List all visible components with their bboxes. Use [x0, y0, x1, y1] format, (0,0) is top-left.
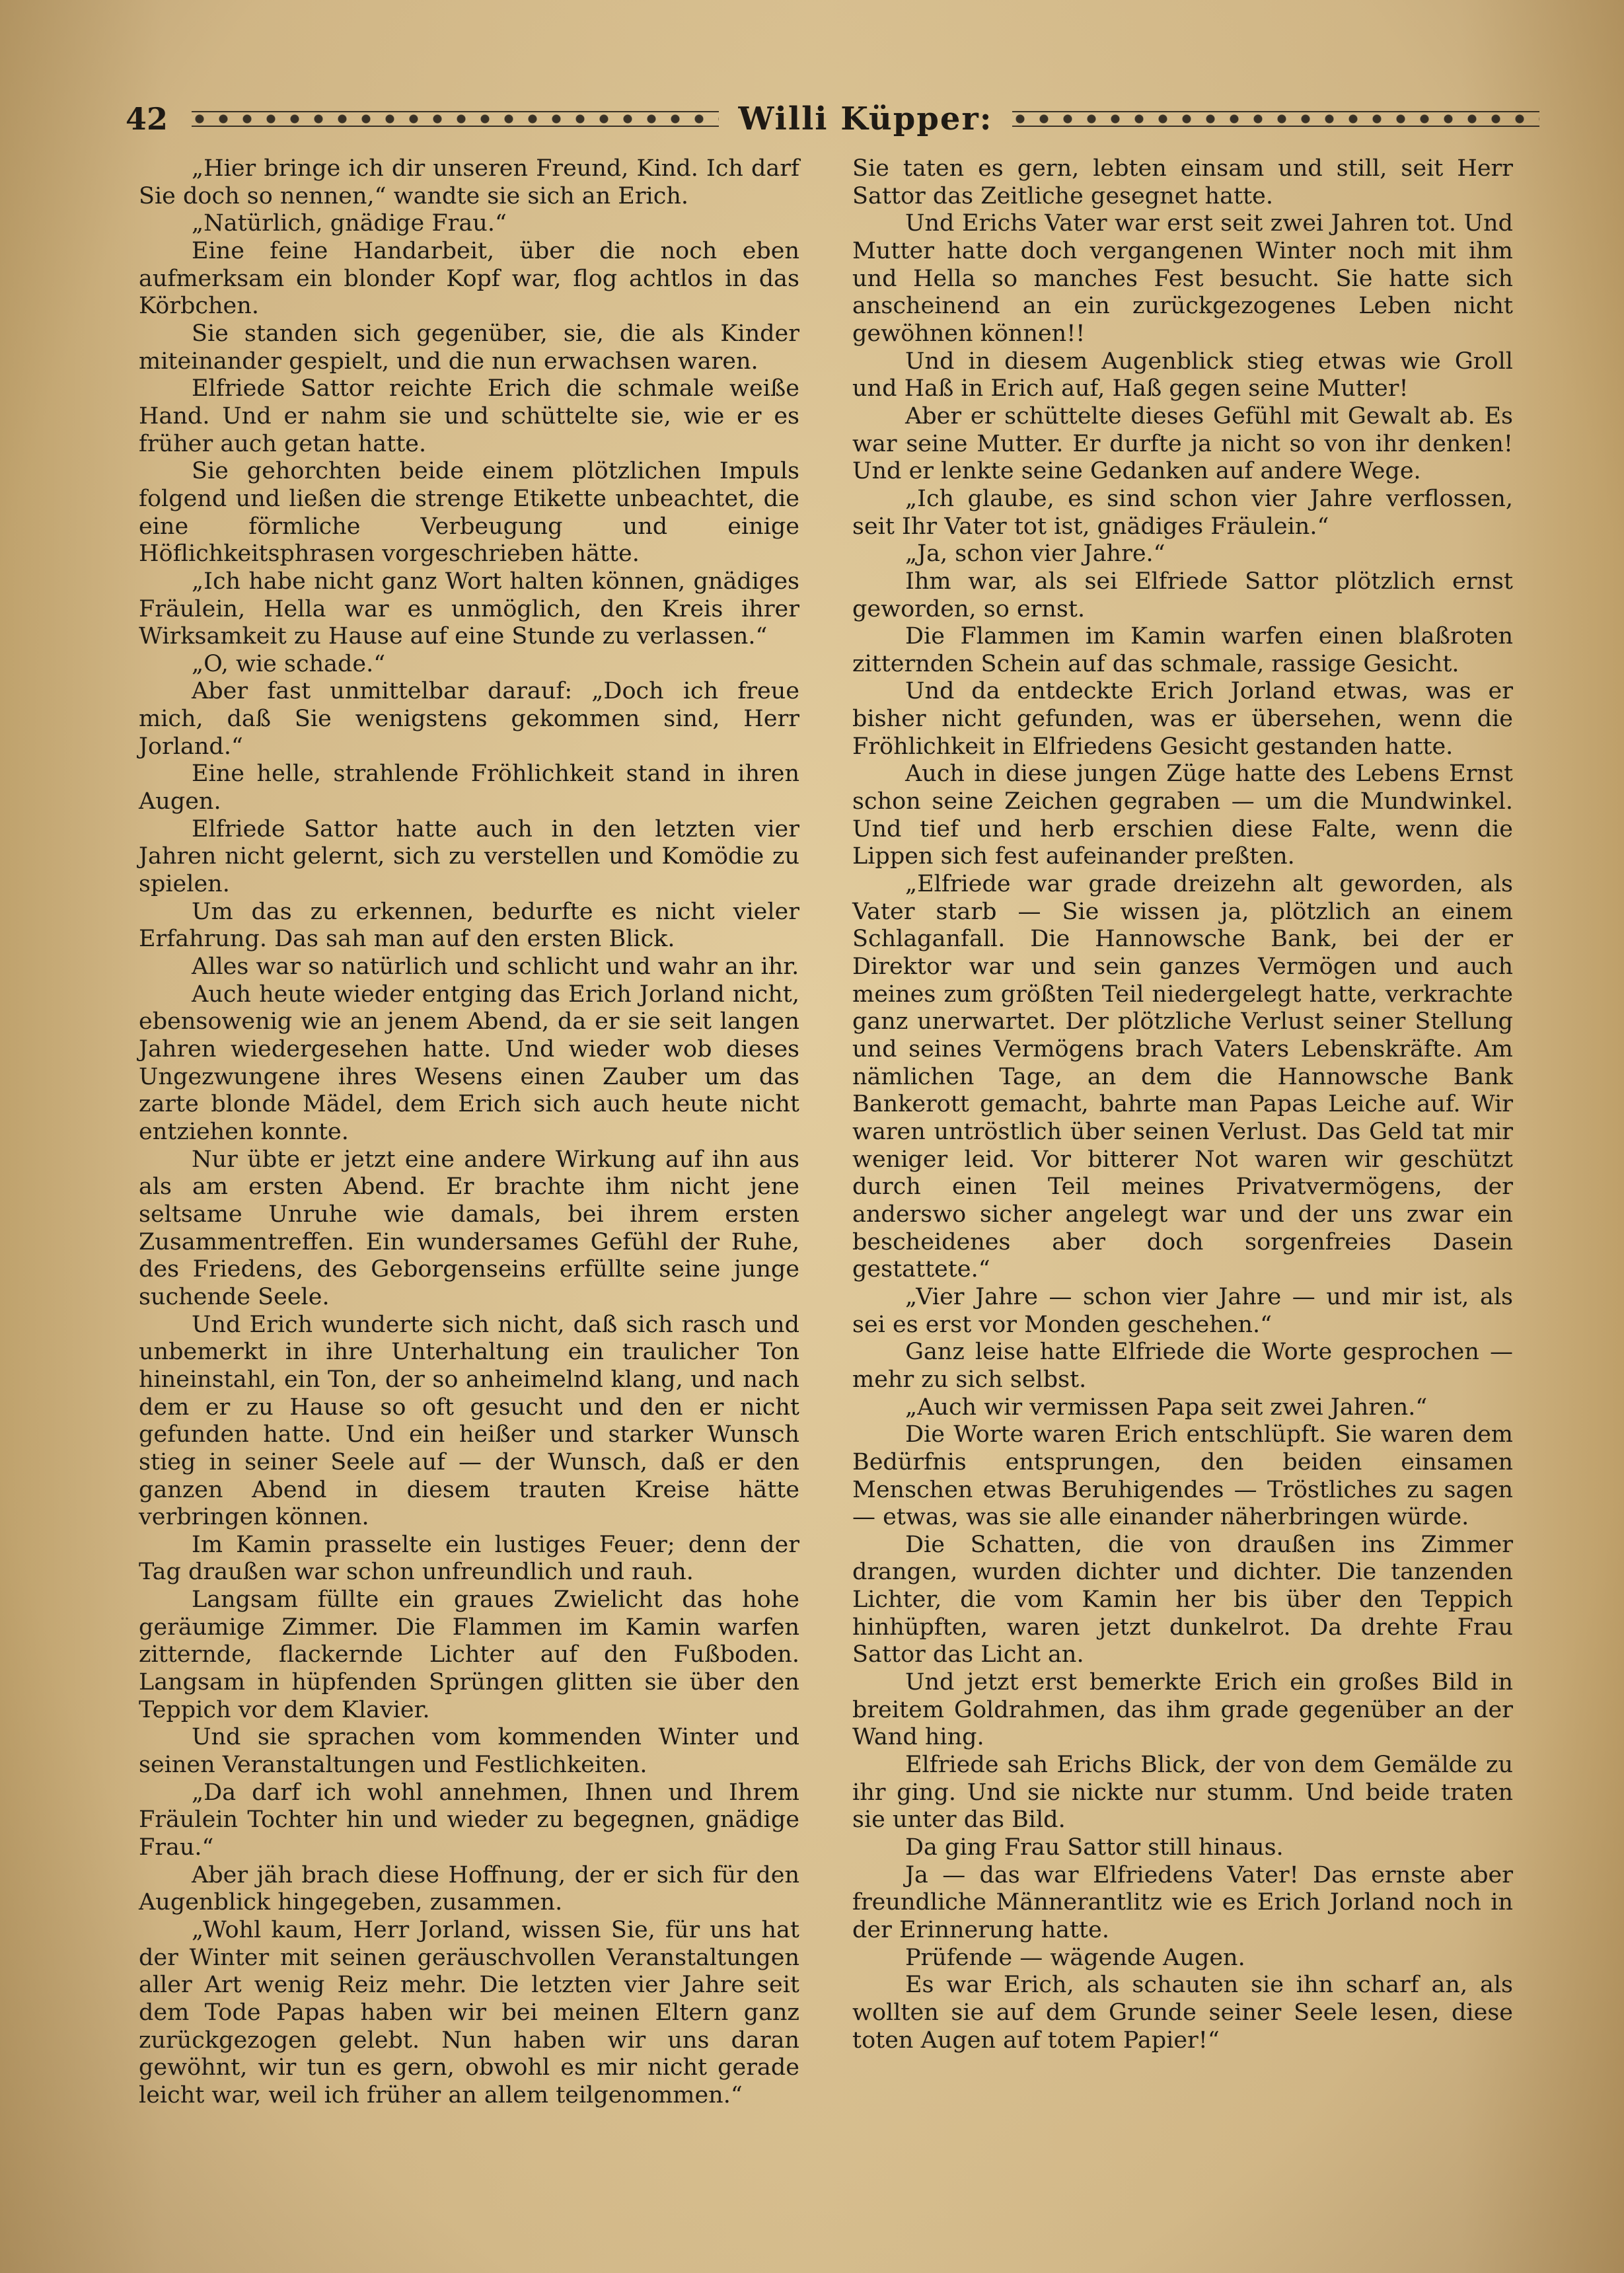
paragraph: Auch in diese jungen Züge hatte des Lebens Ernst schon seine Zeichen gegraben — um die Mundwinkel. Und tief und herb erschien diese Falte, wenn die Lippen sich fest aufeinander preßten.: [852, 761, 1513, 870]
paragraph: Im Kamin prasselte ein lustiges Feuer; denn der Tag draußen war schon unfreundlich und rauh.: [139, 1531, 799, 1586]
paragraph: Sie taten es gern, lebten einsam und still, seit Herr Sattor das Zeitliche gesegnet hatte.: [852, 155, 1513, 209]
paragraph: Eine feine Handarbeit, über die noch eben aufmerksam ein blonder Kopf war, flog achtlos in das Körbchen.: [139, 237, 799, 320]
paragraph: Da ging Frau Sattor still hinaus.: [905, 1834, 1284, 1861]
paragraph: „Wohl kaum, Herr Jorland, wissen Sie, für uns hat der Winter mit seinen geräuschvollen Veranstaltungen aller Art wenig Reiz mehr. Die letzten vier Jahre seit dem Tode Papas haben wir bei meinen Eltern ganz zurückgezogen gelebt. Nun haben wir uns daran gewöhnt, wir tun es gern, obwohl es mir nicht gerade leicht war, weil ich früher an allem teilgenommen.“: [139, 1917, 799, 2108]
paragraph: Die Worte waren Erich entschlüpft. Sie waren dem Bedürfnis entsprungen, den beiden einsamen Menschen etwas Beruhigendes — Tröstliches zu sagen — etwas, was sie alle einander näherbringen würde.: [852, 1421, 1513, 1531]
paragraph: Es war Erich, als schauten sie ihn scharf an, als wollten sie auf dem Grunde seiner Seele lesen, diese toten Augen auf totem Papier!“: [852, 1972, 1513, 2054]
paragraph: Sie standen sich gegenüber, sie, die als Kinder miteinander gespielt, und die nun erwachsen waren.: [139, 320, 799, 375]
paragraph: „Auch wir vermissen Papa seit zwei Jahren.“: [905, 1394, 1428, 1421]
page-header: [126, 93, 1539, 145]
paragraph: „Ich habe nicht ganz Wort halten können, gnädiges Fräulein, Hella war es unmöglich, den Kreis ihrer Wirksamkeit zu Hause auf eine Stunde zu verlassen.“: [139, 568, 799, 650]
paragraph: Und Erichs Vater war erst seit zwei Jahren tot. Und Mutter hatte doch vergangenen Winter noch mit ihm und Hella so manches Fest besucht. Sie hatte sich anscheinend an ein zurückgezogenes Leben nicht gewöhnen können!!: [852, 210, 1513, 347]
paragraph: Ihm war, als sei Elfriede Sattor plötzlich ernst geworden, so ernst.: [852, 568, 1513, 622]
paragraph: Elfriede Sattor reichte Erich die schmale weiße Hand. Und er nahm sie und schüttelte sie, wie er es früher auch getan hatte.: [139, 375, 799, 457]
paragraph: Eine helle, strahlende Fröhlichkeit stand in ihren Augen.: [139, 761, 799, 815]
paragraph: Und jetzt erst bemerkte Erich ein großes Bild in breitem Goldrahmen, das ihm grade gegenüber an der Wand hing.: [852, 1669, 1513, 1751]
paragraph: Elfriede sah Erichs Blick, der von dem Gemälde zu ihr ging. Und sie nickte nur stumm. Und beide traten sie unter das Bild.: [852, 1752, 1513, 1834]
paragraph: Nur übte er jetzt eine andere Wirkung auf ihn aus als am ersten Abend. Er brachte ihm nicht jene seltsame Unruhe wie damals, bei ihrem ersten Zusammentreffen. Ein wundersames Gefühl der Ruhe, des Friedens, des Geborgenseins erfüllte seine junge suchende Seele.: [139, 1146, 799, 1310]
ornament-rule-left: [192, 111, 719, 127]
paragraph: Alles war so natürlich und schlicht und wahr an ihr.: [192, 953, 799, 981]
paragraph: Und sie sprachen vom kommenden Winter und seinen Veranstaltungen und Festlichkeiten.: [139, 1724, 799, 1779]
running-head: Willi Küpper:: [738, 100, 993, 137]
paragraph: Aber jäh brach diese Hoffnung, der er sich für den Augenblick hingegeben, zusammen.: [139, 1861, 799, 1916]
paragraph: Und Erich wunderte sich nicht, daß sich rasch und unbemerkt in ihre Unterhaltung ein traulicher Ton hineinstahl, ein Ton, der so anheimelnd klang, und nach dem er zu Hause so oft gesucht und den er nicht gefunden hatte. Und ein heißer und starker Wunsch stieg in seiner Seele auf — der Wunsch, daß er den ganzen Abend in diesem trauten Kreise hätte verbringen können.: [139, 1311, 799, 1531]
paragraph: Aber er schüttelte dieses Gefühl mit Gewalt ab. Es war seine Mutter. Er durfte ja nicht so von ihr denken! Und er lenkte seine Gedanken auf andere Wege.: [852, 402, 1513, 485]
paragraph: Auch heute wieder entging das Erich Jorland nicht, ebensowenig wie an jenem Abend, da er sie seit langen Jahren wiedergesehen hatte. Und wieder wob dieses Ungezwungene ihres Wesens einen Zauber um das zarte blonde Mädel, dem Erich sich auch heute nicht entziehen konnte.: [139, 981, 799, 1145]
paragraph: „Hier bringe ich dir unseren Freund, Kind. Ich darf Sie doch so nennen,“ wandte sie sich an Erich.: [139, 155, 799, 209]
page-number: 42: [126, 101, 168, 137]
paragraph: Langsam füllte ein graues Zwielicht das hohe geräumige Zimmer. Die Flammen im Kamin warfen zitternde, flackernde Lichter auf den Fußboden. Langsam in hüpfenden Sprüngen glitten sie über den Teppich vor dem Klavier.: [139, 1586, 799, 1723]
paragraph: „Ich glaube, es sind schon vier Jahre verflossen, seit Ihr Vater tot ist, gnädiges Fräulein.“: [852, 485, 1513, 540]
text-columns: [139, 155, 1513, 2171]
paragraph: „O, wie schade.“: [192, 650, 386, 677]
paragraph: Sie gehorchten beide einem plötzlichen Impuls folgend und ließen die strenge Etikette unbeachtet, die eine förmliche Verbeugung und einige Höflichkeitsphrasen vorgeschrieben hätte.: [139, 458, 799, 568]
paragraph: Um das zu erkennen, bedurfte es nicht vieler Erfahrung. Das sah man auf den ersten Blick.: [139, 898, 799, 953]
paragraph: „Vier Jahre — schon vier Jahre — und mir ist, als sei es erst vor Monden geschehen.“: [852, 1283, 1513, 1338]
paragraph: Und da entdeckte Erich Jorland etwas, was er bisher nicht gefunden, was er übersehen, wenn die Fröhlichkeit in Elfriedens Gesicht gestanden hatte.: [852, 678, 1513, 760]
paragraph: Aber fast unmittelbar darauf: „Doch ich freue mich, daß Sie wenigstens gekommen sind, Herr Jorland.“: [139, 678, 799, 760]
paragraph: Ja — das war Elfriedens Vater! Das ernste aber freundliche Männerantlitz wie es Erich Jorland noch in der Erinnerung hatte.: [852, 1861, 1513, 1943]
paragraph: „Ja, schon vier Jahre.“: [905, 540, 1165, 568]
right-column: [852, 155, 1513, 2171]
paragraph: Elfriede Sattor hatte auch in den letzten vier Jahren nicht gelernt, sich zu verstellen und Komödie zu spielen.: [139, 815, 799, 898]
left-column: [139, 155, 799, 2171]
paragraph: „Natürlich, gnädige Frau.“: [192, 210, 507, 237]
paragraph: „Elfriede war grade dreizehn alt geworden, als Vater starb — Sie wissen ja, plötzlich an einem Schlaganfall. Die Hannowsche Bank, bei der er Direktor war und sein ganzes Vermögen und auch meines zum größten Teil niedergelegt hatte, verkrachte ganz unerwartet. Der plötzliche Verlust seiner Stellung und seines Vermögens brach Vaters Lebenskräfte. Am nämlichen Tage, an dem die Hannowsche Bank Bankerott gemacht, bahrte man Papas Leiche auf. Wir waren untröstlich über seinen Verlust. Das Geld tat mir weniger leid. Vor bitterer Not waren wir geschützt durch einen Teil meines Privatvermögens, der anderswo sicher angelegt war und der uns zwar ein bescheidenes aber doch sorgenfreies Dasein gestattete.“: [852, 871, 1513, 1283]
paragraph: Die Flammen im Kamin warfen einen blaßroten zitternden Schein auf das schmale, rassige Gesicht.: [852, 623, 1513, 677]
ornament-rule-right: [1012, 111, 1539, 127]
paragraph: Prüfende — wägende Augen.: [905, 1944, 1245, 1971]
paragraph: Die Schatten, die von draußen ins Zimmer drangen, wurden dichter und dichter. Die tanzenden Lichter, die vom Kamin her bis über den Teppich hinhüpften, waren jetzt dunkelrot. Da drehte Frau Sattor das Licht an.: [852, 1531, 1513, 1668]
paragraph: „Da darf ich wohl annehmen, Ihnen und Ihrem Fräulein Tochter hin und wieder zu begegnen, gnädige Frau.“: [139, 1779, 799, 1861]
paragraph: Ganz leise hatte Elfriede die Worte gesprochen — mehr zu sich selbst.: [852, 1339, 1513, 1393]
paragraph: Und in diesem Augenblick stieg etwas wie Groll und Haß in Erich auf, Haß gegen seine Mutter!: [852, 348, 1513, 402]
